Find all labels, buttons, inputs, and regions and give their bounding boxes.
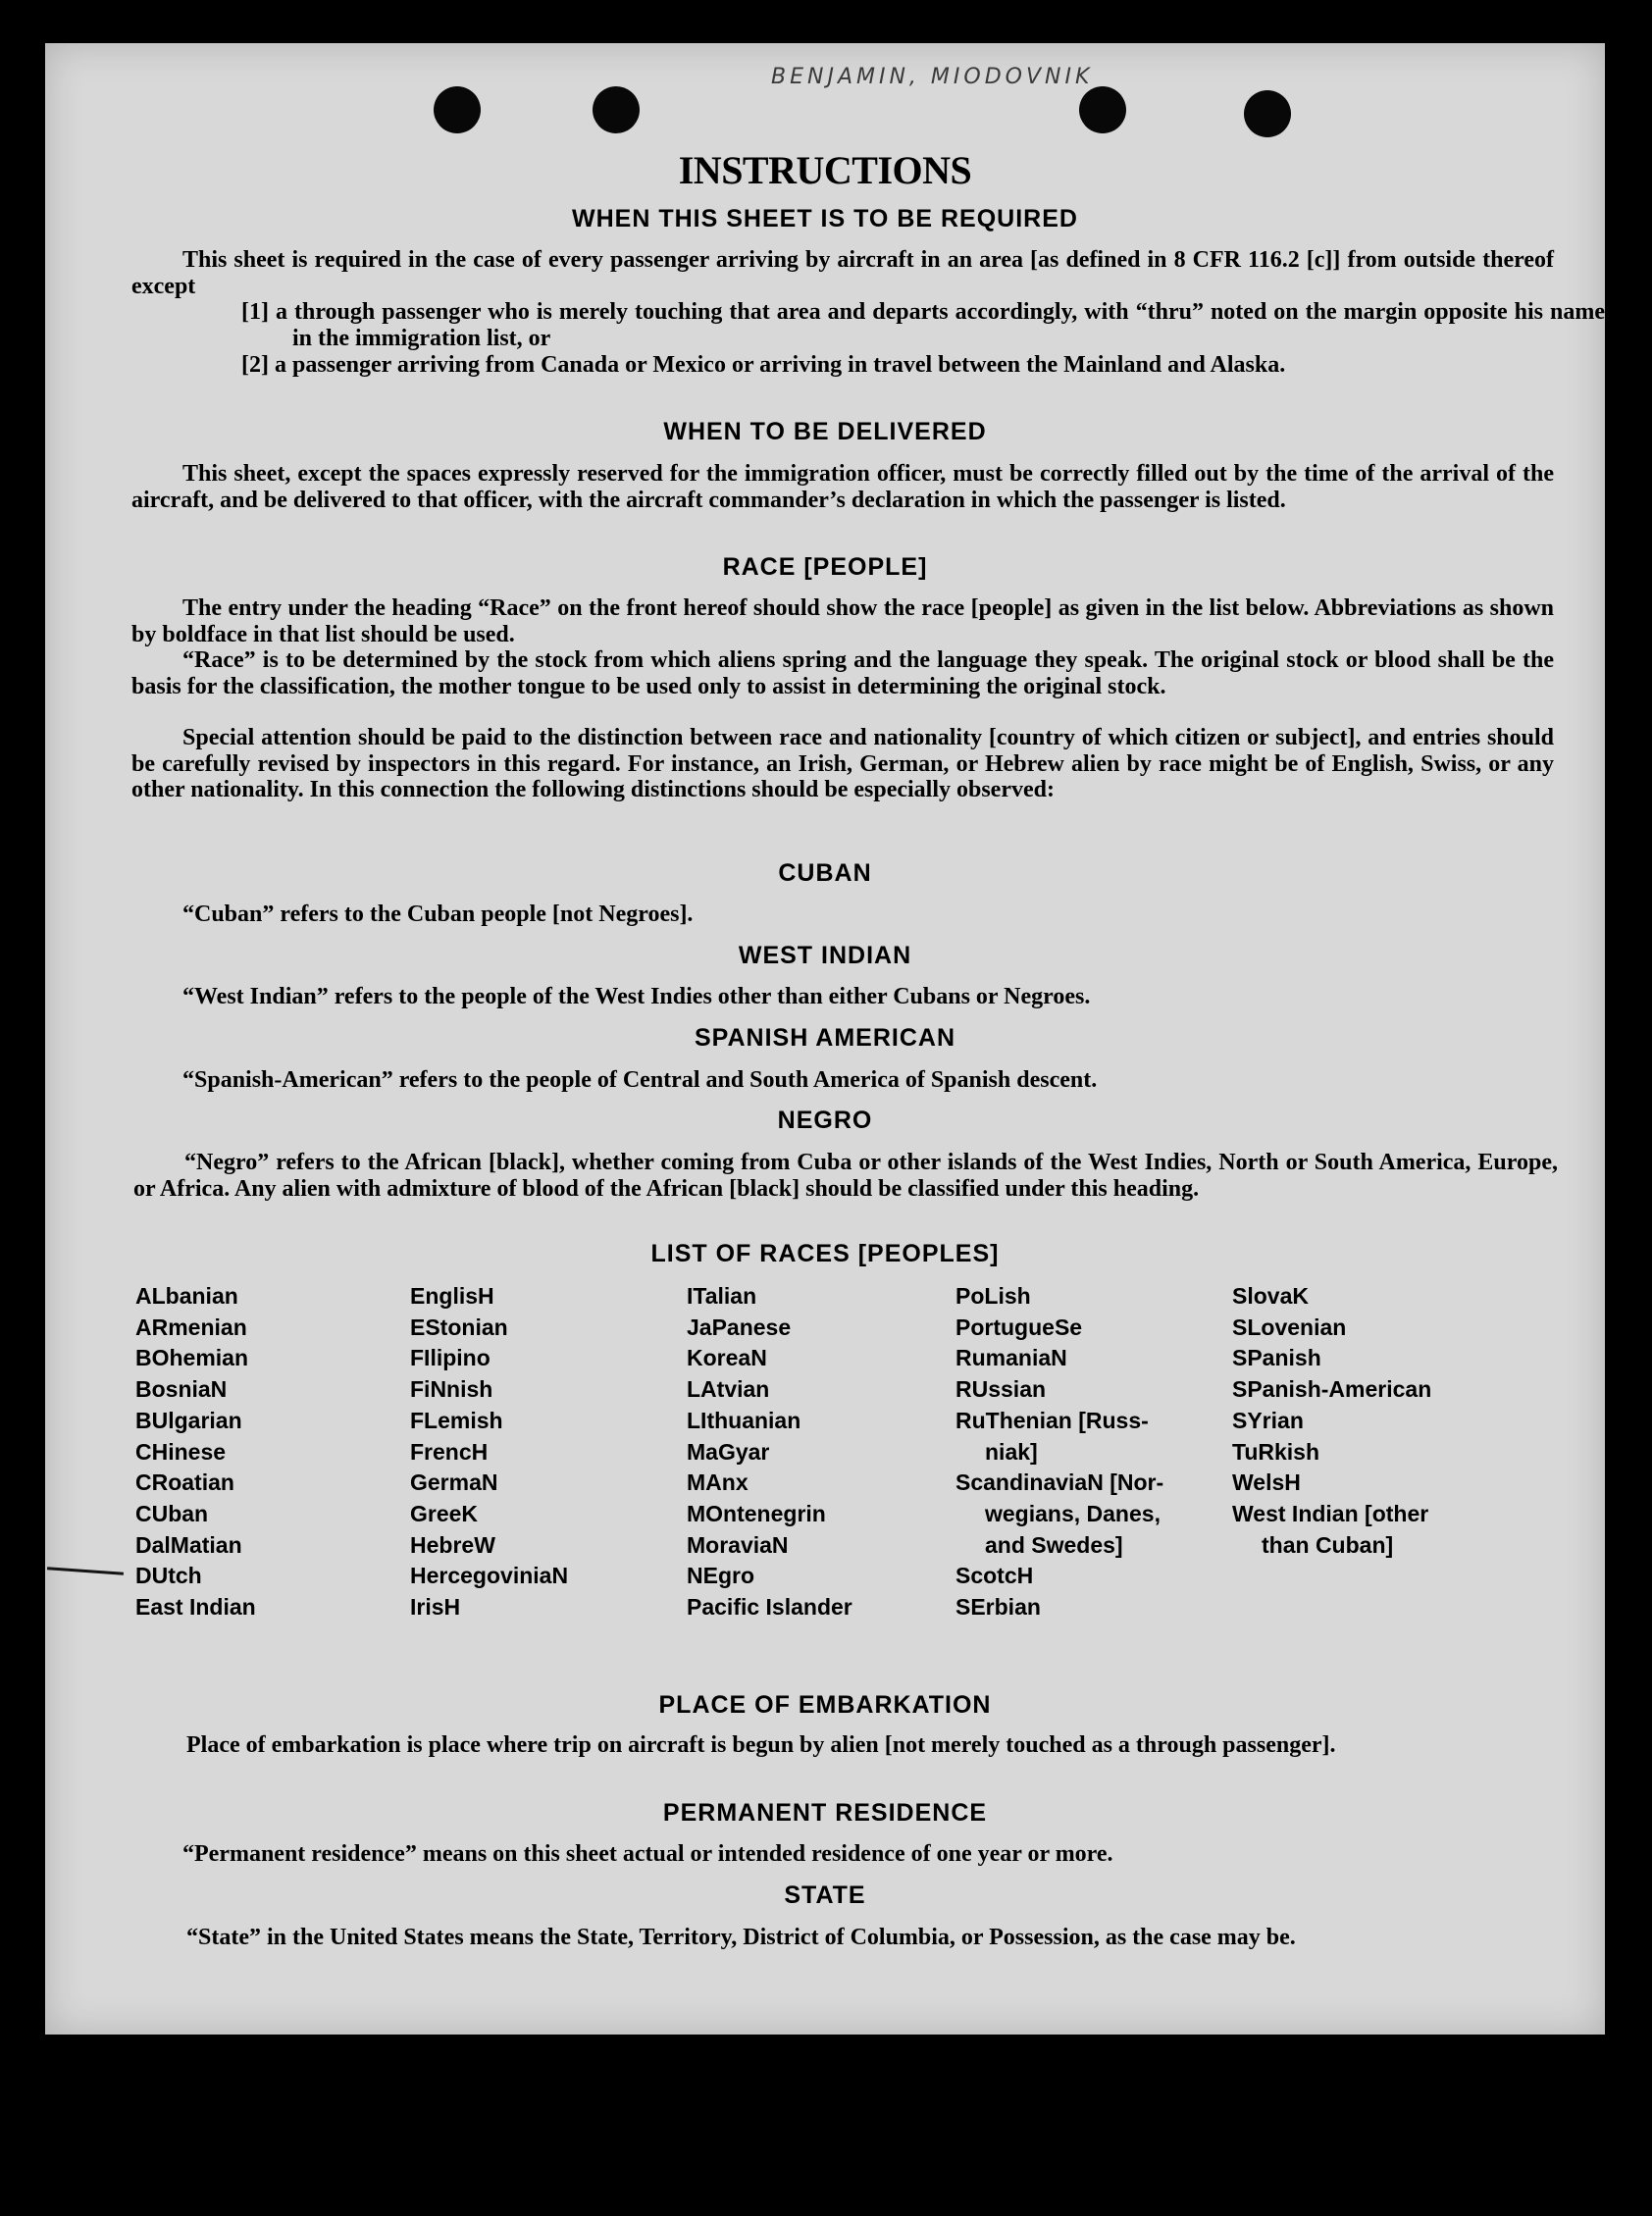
race-entry: ScotcH: [955, 1563, 1034, 1589]
paragraph-west-indian: “West Indian” refers to the people of the West Indies other than either Cubans or Negroes.: [182, 984, 1091, 1009]
paragraph-when-required: This sheet is required in the case of every passenger arriving by aircraft in an area [as defined in 8 CFR 116.2 [c]] from outside thereof except: [131, 247, 1554, 299]
heading-when-delivered: WHEN TO BE DELIVERED: [663, 418, 987, 445]
race-entry: ITalian: [687, 1283, 757, 1309]
heading-state: STATE: [784, 1881, 866, 1909]
paragraph-permanent-residence: “Permanent residence” means on this sheet actual or intended residence of one year or more.: [182, 1841, 1113, 1867]
heading-permanent-residence: PERMANENT RESIDENCE: [662, 1799, 988, 1827]
race-entry: BOhemian: [135, 1345, 249, 1371]
race-entry: MoraviaN: [687, 1531, 789, 1558]
race-entry: ARmenian: [135, 1314, 247, 1340]
race-entry: MaGyar: [687, 1438, 770, 1465]
paragraph-race-3: Special attention should be paid to the distinction between race and nationality [country of which citizen or subject], and entries should be carefully revised by inspectors in this regard. For instance, an Irish, German, or Hebrew alien by race might be of English, Swiss, or any other nationality. In this connection the following distinctions should be especially observed:: [131, 725, 1554, 802]
heading-place-of-embarkation: PLACE OF EMBARKATION: [658, 1691, 992, 1719]
race-entry: SPanish: [1232, 1345, 1321, 1371]
race-column-5: [1232, 1281, 1431, 1561]
race-entry: GreeK: [410, 1500, 479, 1526]
race-entry: than Cuban]: [1262, 1531, 1394, 1558]
race-entry: EnglisH: [410, 1283, 494, 1309]
race-entry: SPanish-American: [1232, 1376, 1432, 1403]
race-entry: CRoatian: [135, 1469, 234, 1496]
race-entry: JaPanese: [687, 1314, 792, 1340]
race-entry: FiNnish: [410, 1376, 493, 1403]
race-entry: SlovaK: [1232, 1283, 1309, 1309]
race-entry: MOntenegrin: [687, 1500, 826, 1526]
race-entry: SYrian: [1232, 1407, 1304, 1433]
heading-negro: NEGRO: [777, 1107, 873, 1134]
race-entry: LIthuanian: [687, 1407, 801, 1433]
race-entry: ScandinaviaN [Nor-: [955, 1469, 1164, 1496]
race-entry: KoreaN: [687, 1345, 767, 1371]
race-entry: CUban: [135, 1500, 209, 1526]
race-column-4: [955, 1281, 1163, 1623]
race-entry: FrencH: [410, 1438, 489, 1465]
paragraph-when-delivered: This sheet, except the spaces expressly reserved for the immigration officer, must be correctly filled out by the time of the arrival of the aircraft, and be delivered to that officer, with the aircraft commander’s declaration in which the passenger is listed.: [131, 461, 1554, 513]
race-column-2: [410, 1281, 568, 1623]
page-title: INSTRUCTIONS: [678, 148, 972, 192]
paragraph-spanish-american: “Spanish-American” refers to the people of Central and South America of Spanish descent.: [182, 1067, 1098, 1093]
race-entry: CHinese: [135, 1438, 227, 1465]
exception-item-2: [2] a passenger arriving from Canada or Mexico or arriving in travel between the Mainland and Alaska.: [241, 352, 1286, 378]
heading-when-required: WHEN THIS SHEET IS TO BE REQUIRED: [572, 205, 1078, 232]
race-entry: PoLish: [955, 1283, 1031, 1309]
race-entry: NEgro: [687, 1563, 754, 1589]
race-entry: IrisH: [410, 1594, 461, 1621]
race-entry: RumaniaN: [955, 1345, 1067, 1371]
race-column-3: [687, 1281, 852, 1623]
race-entry: BUlgarian: [135, 1407, 242, 1433]
paragraph-race-1: The entry under the heading “Race” on the front hereof should show the race [people] as given in the list below. Abbreviations as shown by boldface in that list should be used.: [131, 595, 1554, 647]
race-entry: LAtvian: [687, 1376, 770, 1403]
paragraph-cuban: “Cuban” refers to the Cuban people [not Negroes].: [182, 902, 694, 927]
race-entry: DUtch: [135, 1563, 202, 1589]
race-entry: SLovenian: [1232, 1314, 1347, 1340]
race-entry: SErbian: [955, 1594, 1041, 1621]
paragraph-place-of-embarkation: Place of embarkation is place where trip on aircraft is begun by alien [not merely touched as a through passenger].: [186, 1732, 1336, 1758]
race-entry: and Swedes]: [985, 1531, 1123, 1558]
race-entry: RUssian: [955, 1376, 1047, 1403]
exception-item-1: [1] a through passenger who is merely touching that area and departs accordingly, with “thru” noted on the margin opposite his name in the immigration list, or: [241, 299, 1605, 351]
race-entry: MAnx: [687, 1469, 749, 1496]
punch-hole: [593, 86, 640, 133]
race-entry: FIlipino: [410, 1345, 490, 1371]
paragraph-state: “State” in the United States means the State, Territory, District of Columbia, or Possession, as the case may be.: [186, 1925, 1296, 1950]
race-entry: East Indian: [135, 1594, 256, 1621]
heading-list-of-races: LIST OF RACES [PEOPLES]: [650, 1240, 1000, 1267]
heading-spanish-american: SPANISH AMERICAN: [694, 1024, 955, 1052]
race-entry: GermaN: [410, 1469, 498, 1496]
race-entry: WelsH: [1232, 1469, 1301, 1496]
punch-hole: [1079, 86, 1126, 133]
race-entry: ALbanian: [135, 1283, 238, 1309]
paragraph-race-2: “Race” is to be determined by the stock from which aliens spring and the language they speak. The original stock or blood shall be the basis for the classification, the mother tongue to be used only to assist in determining the original stock.: [131, 647, 1554, 699]
race-entry: DalMatian: [135, 1531, 242, 1558]
race-entry: BosniaN: [135, 1376, 228, 1403]
race-entry: HercegoviniaN: [410, 1563, 569, 1589]
heading-cuban: CUBAN: [778, 859, 872, 887]
punch-hole: [1244, 90, 1291, 137]
race-entry: RuThenian [Russ-: [955, 1407, 1149, 1433]
paragraph-negro: “Negro” refers to the African [black], whether coming from Cuba or other islands of the West Indies, North or South America, Europe, or Africa. Any alien with admixture of blood of the African [black] should be classified under this heading.: [133, 1150, 1558, 1202]
race-entry: PortugueSe: [955, 1314, 1083, 1340]
heading-race: RACE [PEOPLE]: [722, 553, 928, 581]
race-entry: wegians, Danes,: [985, 1500, 1161, 1526]
race-entry: EStonian: [410, 1314, 508, 1340]
race-entry: TuRkish: [1232, 1438, 1320, 1465]
heading-west-indian: WEST INDIAN: [738, 942, 912, 969]
race-entry: West Indian [other: [1232, 1500, 1429, 1526]
race-entry: HebreW: [410, 1531, 495, 1558]
race-column-1: [135, 1281, 256, 1623]
handwritten-name: BENJAMIN, MIODOVNIK: [771, 65, 1094, 89]
race-entry: FLemish: [410, 1407, 503, 1433]
punch-hole: [434, 86, 481, 133]
race-entry: niak]: [985, 1438, 1038, 1465]
race-entry: Pacific Islander: [687, 1594, 852, 1621]
